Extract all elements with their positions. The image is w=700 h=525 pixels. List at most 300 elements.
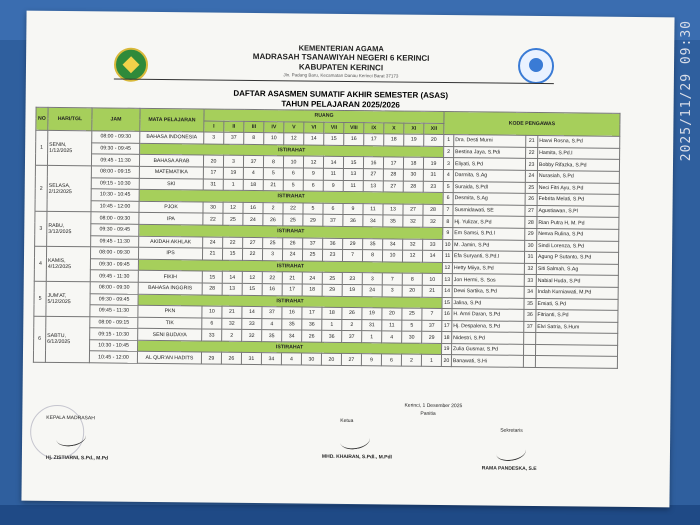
proctor-name: Suraida, S.Pdl — [453, 181, 525, 193]
header-address: Jln. Padang Baru, Kecamatan Danau Kerinci Barat 37173 — [283, 72, 399, 79]
proctor-code-cell: 19 — [362, 308, 382, 320]
day-date: 2/12/2025 — [48, 188, 72, 195]
proctor-code-cell: 27 — [243, 237, 263, 249]
proctor-code-cell: 22 — [283, 203, 303, 215]
proctor-code-cell: 5 — [263, 168, 283, 180]
room-number-header: I — [204, 121, 224, 133]
proctor-number: 10 — [443, 239, 453, 251]
time-cell: 10:45 - 12:00 — [89, 351, 137, 363]
proctor-code-cell: 22 — [203, 213, 223, 225]
day-date: 4/12/2025 — [47, 263, 72, 271]
proctor-code-cell: 27 — [383, 180, 403, 192]
proctor-code-cell: 27 — [363, 169, 383, 181]
col-time: JAM — [92, 108, 140, 132]
proctor-code-cell: 32 — [222, 318, 242, 330]
day-cell — [45, 316, 89, 363]
proctor-code-cell: 6 — [323, 203, 343, 215]
time-cell: 09:15 - 10:30 — [90, 328, 138, 340]
proctor-code-cell: 31 — [423, 169, 443, 181]
proctor-number: 17 — [442, 320, 452, 332]
proctor-code-cell: 3 — [262, 249, 282, 261]
time-cell: 09:45 - 11:30 — [91, 154, 139, 166]
subject-cell: AKIDAH AKHLAK — [139, 236, 203, 248]
time-cell: 08:00 - 09:30 — [92, 131, 140, 143]
proctor-code-cell: 27 — [341, 354, 361, 366]
proctor-number: 22 — [526, 147, 538, 159]
proctor-name: Bestina Jaya, S.Pdi — [454, 146, 526, 158]
proctor-code-cell: 21 — [422, 285, 442, 297]
proctor-code-cell: 15 — [324, 133, 344, 145]
day-cell — [47, 131, 91, 166]
proctor-code-cell: 36 — [323, 238, 343, 250]
proctor-code-cell: 36 — [343, 215, 363, 227]
proctor-code-cell: 19 — [404, 134, 424, 146]
proctor-code-cell: 7 — [422, 308, 442, 320]
proctor-name: Elvi Satria, S.Hum — [536, 321, 618, 333]
proctor-code-cell: 34 — [383, 238, 403, 250]
proctor-code-cell: 13 — [222, 283, 242, 295]
proctor-number: 5 — [443, 181, 453, 193]
proctor-code-cell: 1 — [322, 319, 342, 331]
proctor-name: Efa Suryanti, S.Pd.I — [452, 251, 524, 263]
proctor-code-cell: 35 — [282, 318, 302, 330]
day-date: 6/12/2025 — [47, 339, 71, 346]
subject-cell: SKI — [139, 178, 203, 190]
proctor-code-cell: 10 — [283, 156, 303, 168]
proctor-code-cell: 18 — [243, 179, 263, 191]
chair-title: Ketua — [340, 417, 354, 425]
proctor-code-cell: 34 — [282, 330, 302, 342]
place-date: Kerinci, 1 Desember 2025 — [404, 402, 463, 410]
proctor-name: Jalina, S.Pd — [452, 297, 524, 309]
day-number: 6 — [33, 316, 45, 362]
day-name: SABTU, — [47, 333, 66, 340]
proctor-code-cell: 37 — [224, 132, 244, 144]
proctor-number: 15 — [442, 297, 452, 309]
proctor-code-cell: 29 — [343, 238, 363, 250]
break-cell: ISTIRAHAT — [138, 340, 442, 355]
proctor-code-cell: 26 — [221, 353, 241, 365]
proctor-code-cell: 28 — [383, 169, 403, 181]
proctor-name: Jon Hermi, S. Sos — [452, 274, 524, 286]
proctor-code-cell: 12 — [284, 133, 304, 145]
day-date: 5/12/2025 — [47, 298, 71, 305]
proctor-code-cell: 29 — [303, 214, 323, 226]
proctor-code-cell: 7 — [342, 250, 362, 262]
proctor-code-cell: 18 — [384, 134, 404, 146]
proctor-number: 8 — [443, 216, 453, 228]
proctor-number: 13 — [442, 274, 452, 286]
proctor-code-cell: 32 — [403, 215, 423, 227]
proctor-code-cell: 26 — [263, 214, 283, 226]
break-cell: ISTIRAHAT — [138, 259, 442, 274]
proctor-number: 14 — [442, 285, 452, 297]
proctor-code-cell: 24 — [243, 214, 263, 226]
proctor-code-cell: 20 — [382, 308, 402, 320]
day-number: 4 — [34, 246, 46, 281]
proctor-code-cell: 4 — [281, 353, 301, 365]
proctor-name: Hj. Despalena, S.Pd — [452, 320, 524, 332]
proctor-name: Hetty Miiya, S.Pd — [452, 262, 524, 274]
col-no: NO — [36, 107, 48, 130]
proctor-number: 20 — [441, 355, 451, 367]
school-logo-icon — [518, 48, 554, 84]
time-cell: 10:30 - 10:45 — [90, 340, 138, 352]
proctor-code-cell: 3 — [362, 273, 382, 285]
proctor-name — [535, 356, 617, 368]
proctor-name: Zulia Gusmar, S.Pd — [451, 343, 523, 355]
proctor-code-cell: 14 — [422, 250, 442, 262]
proctor-code-cell: 15 — [242, 283, 262, 295]
proctor-code-cell: 4 — [262, 318, 282, 330]
proctor-name: Eliyati, S.Pd — [453, 158, 525, 170]
proctor-number — [523, 356, 535, 368]
proctor-name: Susmidawati, SE — [453, 204, 525, 216]
proctor-number: 25 — [525, 182, 537, 194]
proctor-code-cell: 21 — [282, 272, 302, 284]
proctor-code-cell: 37 — [243, 156, 263, 168]
proctor-code-cell: 21 — [263, 179, 283, 191]
proctor-name: Dra. Desti Murni — [454, 135, 526, 147]
proctor-code-cell: 2 — [222, 329, 242, 341]
proctor-name: H. Amri Daran, S.Pd — [452, 309, 524, 321]
time-cell: 08:00 - 09:30 — [90, 247, 138, 259]
break-cell: ISTIRAHAT — [140, 143, 444, 158]
proctor-code-cell: 17 — [203, 167, 223, 179]
proctor-code-cell: 35 — [363, 238, 383, 250]
document-subtitle: TAHUN PELAJARAN 2025/2026 — [281, 99, 400, 110]
subject-cell: IPA — [139, 213, 203, 225]
subject-cell: PJOK — [139, 201, 203, 213]
room-number-header: II — [224, 121, 244, 133]
proctor-number: 12 — [442, 262, 452, 274]
proctor-code-cell: 13 — [363, 180, 383, 192]
proctor-code-cell: 5 — [402, 320, 422, 332]
proctor-name: Nidestri, S.Pd — [452, 332, 524, 344]
proctor-code-cell: 31 — [241, 353, 261, 365]
proctor-code-cell: 4 — [243, 167, 263, 179]
proctor-code-cell: 28 — [423, 204, 443, 216]
secretary-name: RAMA PANDESKA, S.E — [481, 465, 537, 472]
proctor-number: 19 — [442, 343, 452, 355]
proctor-code-cell: 5 — [283, 179, 303, 191]
proctor-code-cell: 33 — [423, 239, 443, 251]
proctor-name: Siti Salmah, S.Ag — [536, 263, 618, 275]
proctor-code-cell: 8 — [263, 156, 283, 168]
proctor-name: Dewi Sartika, S.Pd — [452, 285, 524, 297]
proctor-code-cell: 6 — [381, 354, 401, 366]
proctor-code-cell: 16 — [344, 134, 364, 146]
subject-cell: AL QUR'AN HADITS — [137, 352, 201, 364]
day-cell — [46, 281, 90, 316]
time-cell: 08:00 - 09:15 — [91, 166, 139, 178]
proctor-code-cell: 24 — [302, 272, 322, 284]
proctor-code-cell: 37 — [422, 320, 442, 332]
proctor-code-cell: 22 — [262, 272, 282, 284]
proctor-code-cell: 11 — [363, 203, 383, 215]
proctor-code-cell: 25 — [283, 214, 303, 226]
proctor-code-cell: 17 — [383, 157, 403, 169]
proctor-name: Havvi Rosna, S.Pd — [538, 136, 620, 148]
time-cell: 09:45 - 11:30 — [91, 235, 139, 247]
proctor-code-cell: 34 — [261, 353, 281, 365]
time-cell: 09:15 - 10:30 — [91, 177, 139, 189]
proctor-code-cell: 28 — [202, 283, 222, 295]
proctor-code-cell: 28 — [403, 181, 423, 193]
day-name: SENIN, — [49, 141, 67, 149]
proctor-number: 30 — [525, 240, 537, 252]
proctor-code-cell: 2 — [342, 319, 362, 331]
head-name: Hj. ZISTIARNI, S.Pd., M.Pd — [45, 454, 109, 462]
proctor-code-cell: 13 — [343, 168, 363, 180]
proctor-code-cell: 25 — [263, 237, 283, 249]
day-name: SELASA, — [48, 182, 71, 189]
proctor-name: Febrita Melati, S.Pd — [537, 194, 619, 206]
col-day: HARI/TGL — [48, 107, 92, 131]
subject-cell: SENI BUDAYA — [138, 329, 202, 341]
proctor-code-cell: 20 — [402, 285, 422, 297]
proctor-code-cell: 30 — [301, 353, 321, 365]
proctor-code-cell: 8 — [362, 250, 382, 262]
proctor-number: 35 — [524, 298, 536, 310]
proctor-code-cell: 15 — [343, 157, 363, 169]
proctor-name: Hamita, S.Pd.I — [538, 147, 620, 159]
proctor-code-cell: 12 — [303, 156, 323, 168]
proctor-number: 6 — [443, 193, 453, 205]
proctor-code-cell: 12 — [402, 250, 422, 262]
proctor-name: Agustiawan, S.Pl — [537, 205, 619, 217]
proctor-code-cell: 16 — [282, 307, 302, 319]
proctor-code-cell: 21 — [202, 248, 222, 260]
proctor-name — [535, 344, 617, 356]
proctor-code-cell: 24 — [362, 285, 382, 297]
proctor-code-cell: 13 — [383, 204, 403, 216]
proctor-code-cell: 32 — [423, 216, 443, 228]
proctor-code-cell: 26 — [342, 308, 362, 320]
proctor-name: Desmita, S.Ag — [453, 193, 525, 205]
proctor-code-cell: 26 — [302, 330, 322, 342]
day-number: 1 — [35, 130, 47, 165]
proctor-code-cell: 17 — [302, 307, 322, 319]
break-cell: ISTIRAHAT — [138, 294, 442, 309]
head-title: KEPALA MADRASAH — [46, 414, 95, 422]
proctor-name: Rian Putra H, M. Pd — [537, 217, 619, 229]
proctor-name: Em Samsi, S.Pd.I — [453, 228, 525, 240]
proctor-code-cell: 6 — [202, 318, 222, 330]
proctor-code-cell: 14 — [304, 133, 324, 145]
proctor-number: 33 — [524, 275, 536, 287]
background-surface-bottom — [0, 505, 700, 525]
proctor-code-cell: 37 — [303, 238, 323, 250]
subject-cell: FIKIH — [138, 271, 202, 283]
proctor-code-cell: 14 — [323, 157, 343, 169]
proctor-code-cell: 9 — [361, 354, 381, 366]
subject-cell: TIK — [138, 317, 202, 329]
proctor-code-cell: 14 — [242, 306, 262, 318]
proctor-code-cell: 6 — [303, 180, 323, 192]
proctor-code-cell: 23 — [322, 249, 342, 261]
proctor-code-cell: 31 — [203, 179, 223, 191]
proctor-code-cell: 22 — [242, 249, 262, 261]
day-name: RABU, — [48, 223, 65, 230]
day-date: 3/12/2025 — [48, 229, 72, 236]
room-number-header: V — [284, 121, 304, 133]
day-number: 3 — [35, 212, 47, 247]
proctor-code-cell: 16 — [363, 157, 383, 169]
proctor-code-cell: 30 — [402, 331, 422, 343]
proctor-code-cell: 15 — [222, 248, 242, 260]
proctor-code-cell: 1 — [421, 355, 441, 367]
proctor-code-cell: 24 — [282, 249, 302, 261]
proctor-code-cell: 3 — [223, 156, 243, 168]
proctor-code-cell: 25 — [402, 308, 422, 320]
day-number: 2 — [35, 165, 47, 211]
proctor-code-cell: 1 — [362, 331, 382, 343]
proctor-code-cell: 10 — [422, 274, 442, 286]
proctor-number: 31 — [524, 251, 536, 263]
proctor-number: 27 — [525, 205, 537, 217]
proctor-code-cell: 3 — [382, 285, 402, 297]
time-cell: 09:30 - 09:45 — [90, 259, 138, 271]
subject-cell: BAHASA INDONESIA — [140, 132, 204, 144]
proctor-number: 36 — [524, 309, 536, 321]
document-paper — [21, 11, 674, 508]
proctor-number: 18 — [442, 332, 452, 344]
proctor-code-cell: 20 — [321, 354, 341, 366]
proctor-code-cell: 4 — [382, 331, 402, 343]
proctor-code-cell: 29 — [201, 352, 221, 364]
proctor-name: Fitrianti, S.Pd — [536, 310, 618, 322]
schedule-table — [33, 107, 621, 369]
proctor-number: 28 — [525, 217, 537, 229]
room-number-header: VI — [304, 122, 324, 134]
proctor-code-cell: 30 — [203, 202, 223, 214]
proctor-code-cell: 37 — [342, 331, 362, 343]
proctor-number: 16 — [442, 309, 452, 321]
proctor-name: Nurasiah, S.Pd — [537, 170, 619, 182]
proctor-code-cell: 5 — [303, 203, 323, 215]
proctor-code-cell: 20 — [424, 134, 444, 146]
time-cell: 09:45 - 11:30 — [90, 305, 138, 317]
proctor-name: Agung P Sutanto, S.Pd — [536, 252, 618, 264]
proctor-number: 26 — [525, 194, 537, 206]
subject-cell: BAHASA ARAB — [139, 155, 203, 167]
secretary-title: Sekretaris — [500, 427, 523, 434]
proctor-code-cell: 3 — [204, 132, 224, 144]
day-cell — [47, 212, 91, 247]
proctor-number — [524, 333, 536, 345]
day-cell — [47, 165, 91, 212]
proctor-code-cell: 31 — [362, 319, 382, 331]
proctor-code-cell: 15 — [202, 271, 222, 283]
subject-cell: IPS — [138, 247, 202, 259]
day-date: 1/12/2025 — [49, 147, 73, 155]
proctor-code-cell: 26 — [283, 237, 303, 249]
proctor-code-cell: 6 — [283, 168, 303, 180]
proctor-code-cell: 16 — [243, 202, 263, 214]
proctor-name: Darmita, S.Ag — [453, 170, 525, 182]
proctor-code-cell: 9 — [323, 180, 343, 192]
room-number-header: XI — [404, 123, 424, 135]
time-cell: 10:45 - 12:00 — [91, 201, 139, 213]
room-number-header: IV — [264, 121, 284, 133]
col-subject: MATA PELAJARAN — [140, 108, 204, 132]
proctor-code-cell: 18 — [403, 157, 423, 169]
proctor-code-cell: 11 — [382, 320, 402, 332]
proctor-code-cell: 17 — [364, 134, 384, 146]
proctor-code-cell: 16 — [262, 284, 282, 296]
proctor-code-cell: 19 — [223, 167, 243, 179]
proctor-code-cell: 30 — [403, 169, 423, 181]
proctor-code-cell: 29 — [422, 332, 442, 344]
proctor-number: 37 — [524, 321, 536, 333]
proctor-number: 23 — [525, 159, 537, 171]
subject-cell: PKN — [138, 305, 202, 317]
document-title: DAFTAR ASASMEN SUMATIF AKHIR SEMESTER (ASAS) — [233, 88, 449, 101]
proctor-code-cell: 25 — [322, 273, 342, 285]
proctor-name: Emiati, S.Pd — [536, 298, 618, 310]
proctor-number: 34 — [524, 286, 536, 298]
ministry-logo-icon — [114, 48, 148, 82]
proctor-code-cell: 11 — [323, 168, 343, 180]
day-name: KAMIS, — [47, 257, 66, 265]
proctor-code-cell: 2 — [263, 202, 283, 214]
proctor-name: Neci Fitri Ayu, S.Pd — [537, 182, 619, 194]
time-cell: 10:30 - 10:45 — [91, 189, 139, 201]
chair-name: MHD. KHAIRAN, S.Pdl., M.Pdl — [321, 453, 392, 461]
break-cell: ISTIRAHAT — [139, 189, 443, 204]
proctor-code-cell: 12 — [223, 202, 243, 214]
room-number-header: IX — [364, 122, 384, 134]
secretary-signature — [495, 441, 527, 463]
header-line1: KEMENTERIAN AGAMA — [298, 43, 384, 54]
time-cell: 08:00 - 09:15 — [90, 316, 138, 328]
photo-timestamp: 2025/11/29 09:30 — [679, 20, 694, 162]
proctor-code-cell: 33 — [202, 329, 222, 341]
proctor-code-cell: 33 — [242, 318, 262, 330]
proctor-number: 7 — [443, 204, 453, 216]
proctor-code-cell: 37 — [262, 307, 282, 319]
proctor-code-cell: 19 — [423, 158, 443, 170]
proctor-name: Hj. Yulizar, S.Pd — [453, 216, 525, 228]
committee-label: Panitia — [420, 410, 436, 417]
day-name: JUM'AT, — [47, 292, 67, 299]
proctor-name: Nabial Huda, S.Pd — [536, 275, 618, 287]
room-number-header: VII — [324, 122, 344, 134]
proctor-name: Nesva Rulina, S.Pd — [537, 228, 619, 240]
break-cell: ISTIRAHAT — [139, 224, 443, 239]
proctor-code-cell: 2 — [401, 355, 421, 367]
day-number: 5 — [34, 281, 46, 316]
header-line3: KABUPATEN KERINCI — [298, 62, 384, 73]
time-cell: 08:00 - 09:30 — [90, 282, 138, 294]
proctor-code-cell: 25 — [223, 214, 243, 226]
proctor-code-cell: 18 — [322, 307, 342, 319]
room-number-header: X — [384, 122, 404, 134]
room-number-header: III — [244, 121, 264, 133]
proctor-name — [536, 333, 618, 345]
proctor-code-cell: 18 — [302, 284, 322, 296]
proctor-code-cell: 12 — [242, 272, 262, 284]
time-cell: 09:45 - 11:30 — [90, 270, 138, 282]
time-cell: 09:30 - 09:45 — [92, 143, 140, 155]
proctor-code-cell: 32 — [242, 330, 262, 342]
day-cell — [46, 246, 90, 281]
proctor-code-cell: 25 — [302, 249, 322, 261]
proctor-code-cell: 24 — [203, 237, 223, 249]
proctor-code-cell: 19 — [342, 284, 362, 296]
proctor-code-cell: 7 — [382, 273, 402, 285]
